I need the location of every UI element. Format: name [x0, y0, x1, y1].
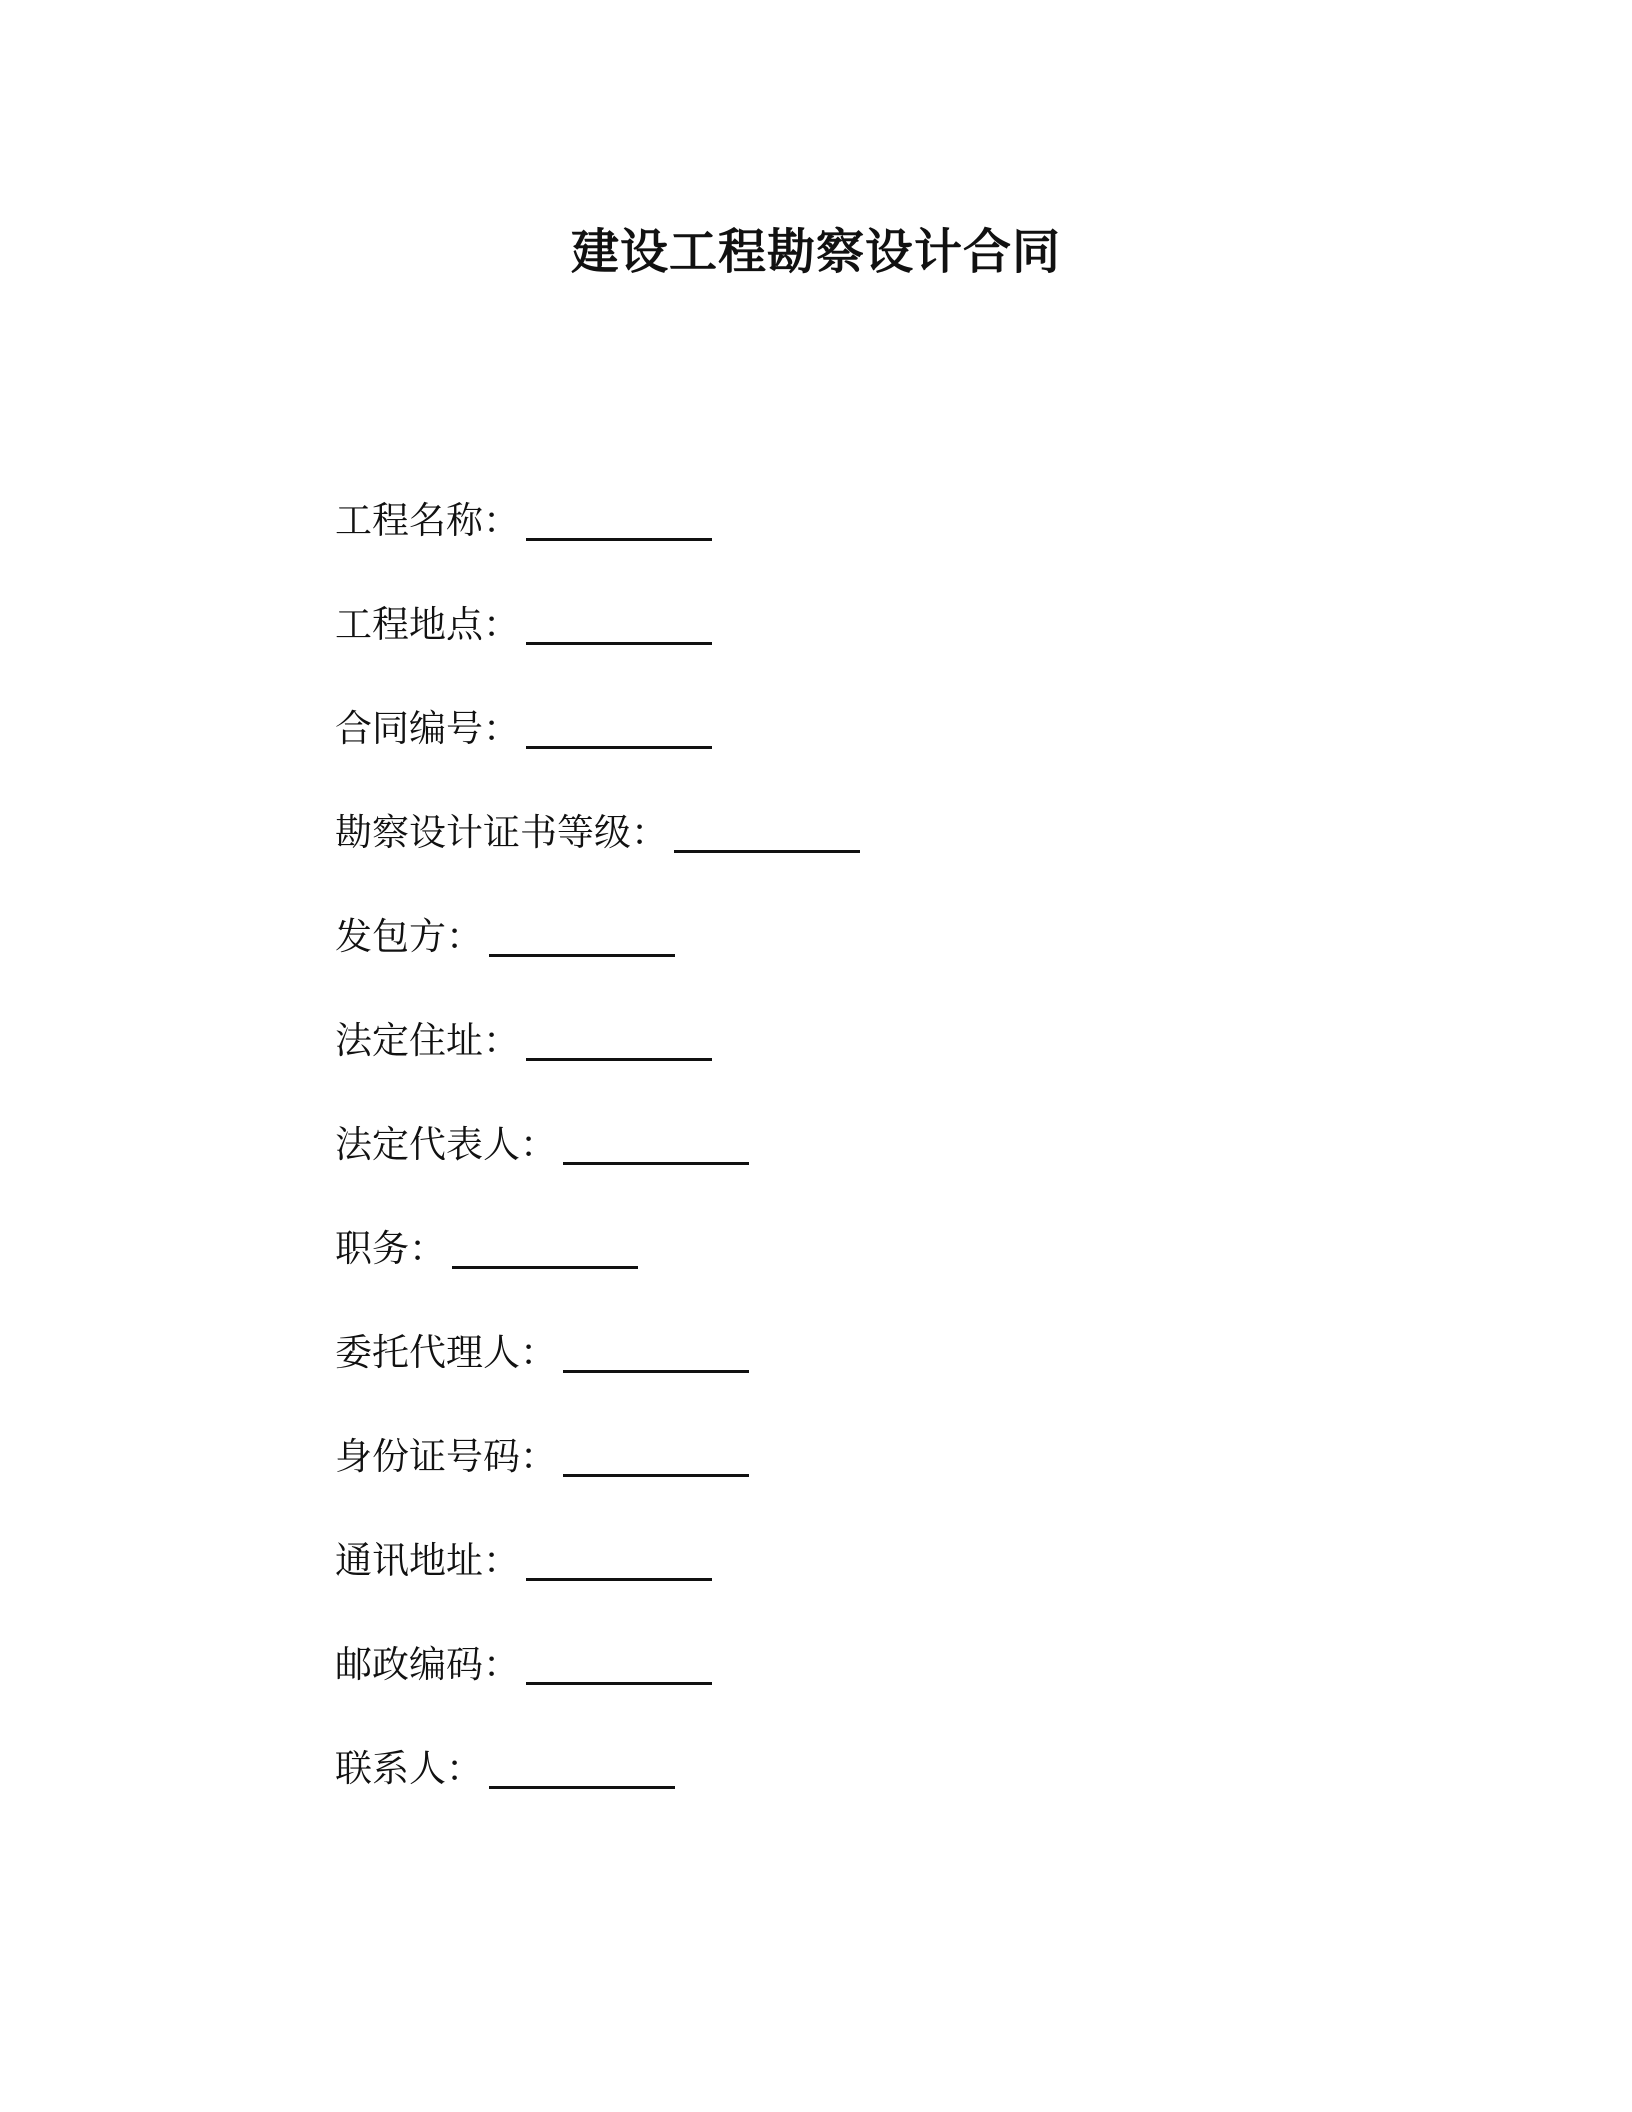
blank-line [452, 1226, 638, 1269]
blank-line [563, 1330, 749, 1373]
field-label: 身份证号码： [335, 1435, 557, 1478]
document-title: 建设工程勘察设计合同 [570, 224, 1061, 280]
field-contact-person [335, 1746, 1435, 1850]
field-label: 工程地点： [335, 603, 520, 646]
field-certificate-grade [335, 810, 1435, 914]
blank-line [526, 1642, 712, 1685]
blank-line [489, 1746, 675, 1789]
field-employer [335, 914, 1435, 1018]
blank-line [526, 498, 712, 541]
field-label: 工程名称： [335, 499, 520, 542]
field-label: 邮政编码： [335, 1643, 520, 1686]
contract-fields [335, 498, 1435, 1850]
blank-line [526, 1538, 712, 1581]
blank-line [489, 914, 675, 957]
field-project-location [335, 602, 1435, 706]
blank-line [674, 810, 860, 853]
field-label: 发包方： [335, 915, 483, 958]
blank-line [526, 602, 712, 645]
field-id-number [335, 1434, 1435, 1538]
field-label: 职务： [335, 1227, 446, 1270]
field-authorized-agent [335, 1330, 1435, 1434]
blank-line [526, 1018, 712, 1061]
blank-line [563, 1434, 749, 1477]
field-label: 通讯地址： [335, 1539, 520, 1582]
field-project-name [335, 498, 1435, 602]
field-legal-address [335, 1018, 1435, 1122]
field-postal-code [335, 1642, 1435, 1746]
blank-line [563, 1122, 749, 1165]
field-label: 法定代表人： [335, 1123, 557, 1166]
field-label: 合同编号： [335, 707, 520, 750]
field-label: 联系人： [335, 1747, 483, 1790]
field-contract-number [335, 706, 1435, 810]
field-legal-representative [335, 1122, 1435, 1226]
field-mailing-address [335, 1538, 1435, 1642]
field-label: 法定住址： [335, 1019, 520, 1062]
field-label: 委托代理人： [335, 1331, 557, 1374]
field-label: 勘察设计证书等级： [335, 811, 668, 854]
field-position [335, 1226, 1435, 1330]
blank-line [526, 706, 712, 749]
